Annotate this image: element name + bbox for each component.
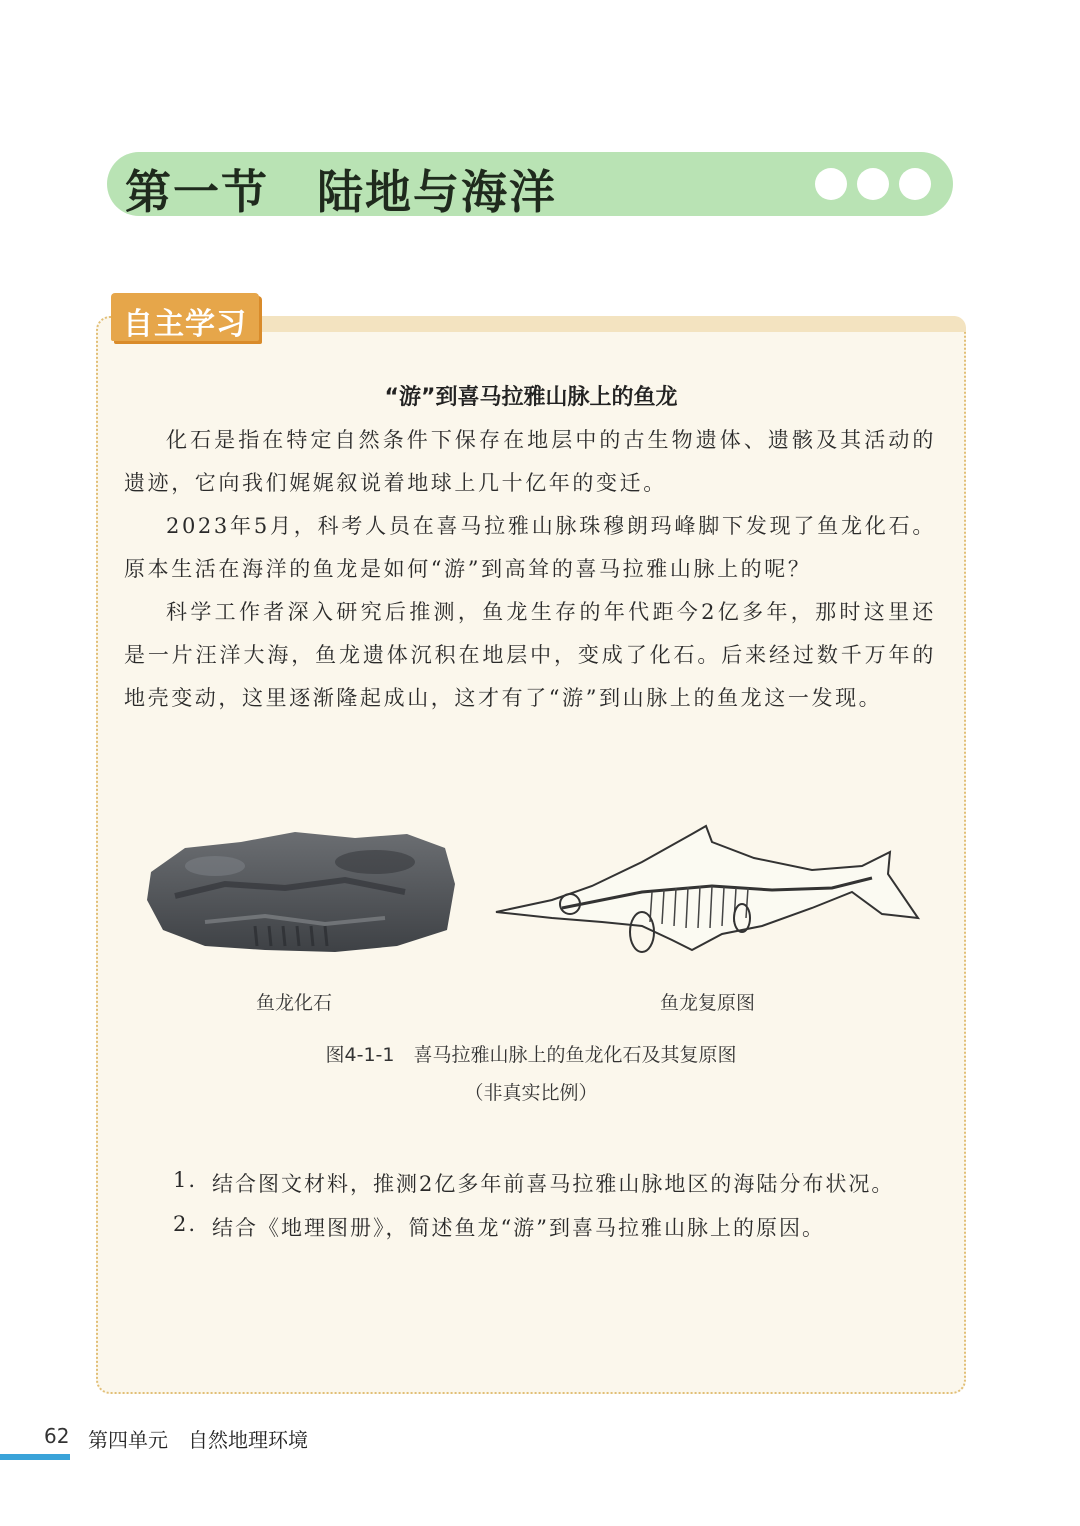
reconstruction-caption: 鱼龙复原图 [660, 992, 756, 1014]
dot-icon [899, 168, 931, 200]
unit-label: 第四单元 自然地理环境 [88, 1428, 308, 1452]
self-study-header-strip [258, 316, 966, 332]
banner-dots [815, 168, 931, 200]
reading-title: “游”到喜马拉雅山脉上的鱼龙 [384, 385, 678, 410]
figure-note: （非真实比例） [464, 1082, 598, 1104]
paragraph-1: 化石是指在特定自然条件下保存在地层中的古生物遗体、遗骸及其活动的遗迹，它向我们娓娓叙说着地球上几十亿年的变迁。 [124, 428, 936, 495]
page-number: 62 [44, 1424, 70, 1448]
paragraph-2: 2023年5月，科考人员在喜马拉雅山脉珠穆朗玛峰脚下发现了鱼龙化石。原本生活在海洋的鱼龙是如何“游”到高耸的喜马拉雅山脉上的呢？ [124, 514, 936, 581]
question-number: 1. [173, 1168, 198, 1192]
self-study-tag [111, 293, 259, 341]
section-title: 第一节 陆地与海洋 [125, 165, 557, 219]
fossil-caption: 鱼龙化石 [256, 992, 333, 1014]
dot-icon [857, 168, 889, 200]
question-text: 结合《地理图册》，简述鱼龙“游”到喜马拉雅山脉上的原因。 [212, 1216, 825, 1240]
self-study-tag-label: 自主学习 [123, 307, 247, 342]
ichthyosaur-reconstruction-image [492, 822, 920, 962]
figure-caption: 图4-1-1 喜马拉雅山脉上的鱼龙化石及其复原图 [325, 1044, 737, 1066]
footer-accent-bar [0, 1454, 70, 1460]
dot-icon [815, 168, 847, 200]
section-banner [107, 152, 953, 219]
ichthyosaur-fossil-image [145, 826, 457, 956]
question-number: 2. [173, 1212, 198, 1236]
question-text: 结合图文材料，推测2亿多年前喜马拉雅山脉地区的海陆分布状况。 [212, 1172, 895, 1196]
paragraph-3: 科学工作者深入研究后推测，鱼龙生存的年代距今2亿多年，那时这里还是一片汪洋大海，鱼龙遗体沉积在地层中，变成了化石。后来经过数千万年的地壳变动，这里逐渐隆起成山，这才有了“游”到山脉上的鱼龙这一发现。 [124, 600, 936, 710]
